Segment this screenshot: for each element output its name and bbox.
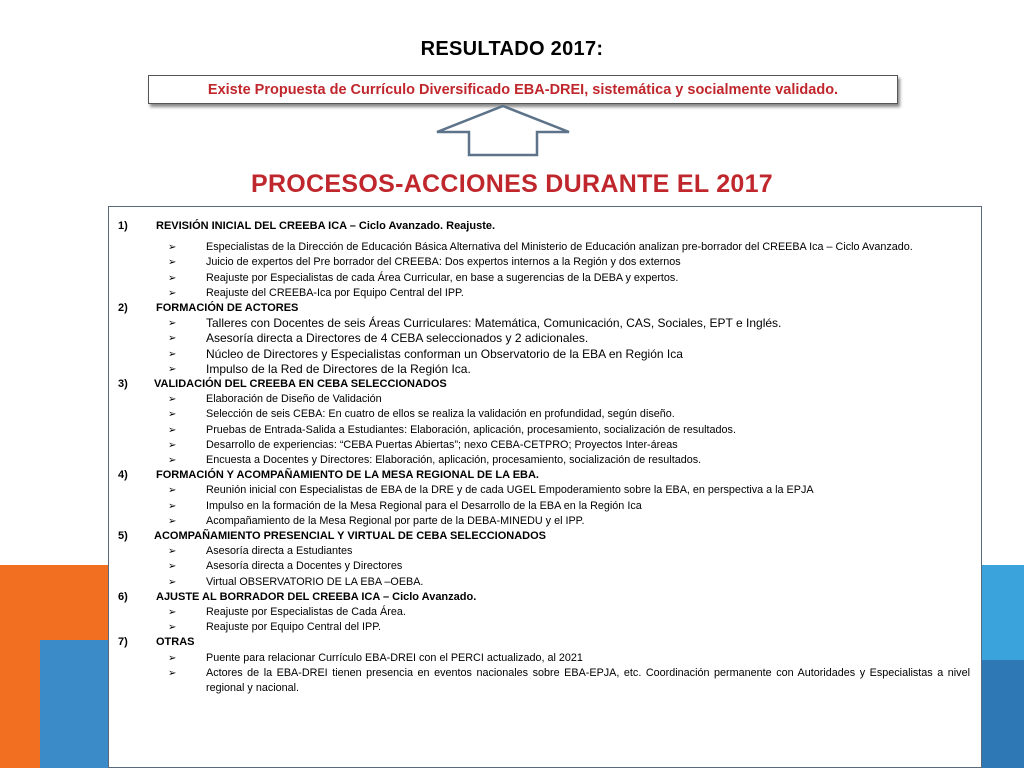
section-title: FORMACIÓN Y ACOMPAÑAMIENTO DE LA MESA REGIONAL DE LA EBA. xyxy=(156,469,539,482)
bullet-arrow-icon: ➢ xyxy=(168,455,177,467)
result-statement-text: Existe Propuesta de Currículo Diversificado EBA-DREI, sistemática y socialmente validado. xyxy=(207,81,839,98)
list-item: ➢ Asesoría directa a Estudiantes xyxy=(168,544,970,559)
section-title: FORMACIÓN DE ACTORES xyxy=(156,302,299,315)
result-title: RESULTADO 2017: xyxy=(420,38,604,60)
list-item: ➢ Virtual OBSERVATORIO DE LA EBA –OEBA. xyxy=(168,575,970,590)
bullet-arrow-icon: ➢ xyxy=(168,622,177,634)
bullet-arrow-icon: ➢ xyxy=(168,318,177,330)
section-heading xyxy=(118,529,970,544)
list-item: ➢ Actores de la EBA-DREI tienen presencia en eventos nacionales sobre EBA-EPJA, etc. Coordinación permanente con Autoridades y Especialistas a nivel regional y nacional. xyxy=(168,666,970,696)
section-heading xyxy=(118,377,970,392)
list-item: ➢ Talleres con Docentes de seis Áreas Curriculares: Matemática, Comunicación, CAS, Sociales, EPT e Inglés. xyxy=(168,316,782,331)
bullet-arrow-icon: ➢ xyxy=(168,394,177,406)
list-item: ➢ Asesoría directa a Docentes y Directores xyxy=(168,559,970,574)
section-number: 2) xyxy=(118,302,128,315)
list-item: ➢ Reajuste del CREEBA-Ica por Equipo Central del IPP. xyxy=(168,286,970,301)
bullet-arrow-icon: ➢ xyxy=(168,576,177,588)
bullet-arrow-icon: ➢ xyxy=(168,515,177,527)
bullet-arrow-icon: ➢ xyxy=(168,439,177,451)
decorative-dark-blue-block-right xyxy=(982,660,1024,768)
bullet-arrow-icon: ➢ xyxy=(168,500,177,512)
bullet-arrow-icon: ➢ xyxy=(168,485,177,497)
section-heading xyxy=(118,219,970,234)
section-title: VALIDACIÓN DEL CREEBA EN CEBA SELECCIONADOS xyxy=(154,378,447,391)
list-item: ➢ Encuesta a Docentes y Directores: Elaboración, aplicación, procesamiento, socialización de resultados. xyxy=(168,453,970,468)
section-number: 7) xyxy=(118,636,128,649)
list-item: ➢ Juicio de expertos del Pre borrador del CREEBA: Dos expertos internos a la Región y dos externos xyxy=(168,255,970,270)
bullet-arrow-icon: ➢ xyxy=(168,409,177,421)
result-statement-box xyxy=(148,75,898,104)
processes-title: PROCESOS-ACCIONES DURANTE EL 2017 xyxy=(250,170,774,198)
bullet-arrow-icon: ➢ xyxy=(168,348,177,360)
list-item: ➢ Reajuste por Equipo Central del IPP. xyxy=(168,620,970,635)
list-item: ➢ Reajuste por Especialistas de cada Área Curricular, en base a sugerencias de la DEBA y expertos. xyxy=(168,271,970,286)
section-title: OTRAS xyxy=(156,636,195,649)
bullet-arrow-icon: ➢ xyxy=(168,242,177,254)
list-item: ➢ Especialistas de la Dirección de Educación Básica Alternativa del Ministerio de Educación analizan pre-borrador del CREEBA Ica – Ciclo Avanzado. xyxy=(168,240,970,255)
list-item: ➢ Acompañamiento de la Mesa Regional por parte de la DEBA-MINEDU y el IPP. xyxy=(168,514,970,529)
section-number: 5) xyxy=(118,530,128,543)
list-item: ➢ Impulso de la Red de Directores de la Región Ica. xyxy=(168,361,471,376)
bullet-arrow-icon: ➢ xyxy=(168,333,177,345)
section-number: 4) xyxy=(118,469,128,482)
list-item: ➢ Pruebas de Entrada-Salida a Estudiantes: Elaboración, aplicación, procesamiento, socialización de resultados. xyxy=(168,423,970,438)
bullet-arrow-icon: ➢ xyxy=(168,363,177,375)
decorative-blue-block-left xyxy=(40,640,108,768)
list-item: ➢ Selección de seis CEBA: En cuatro de ellos se realiza la validación en profundidad, según diseño. xyxy=(168,407,970,422)
list-item: ➢ Asesoría directa a Directores de 4 CEBA seleccionados y 2 adicionales. xyxy=(168,331,589,346)
section-heading xyxy=(118,468,970,483)
up-arrow-icon xyxy=(433,104,573,158)
section-heading xyxy=(118,635,970,650)
list-item: ➢ Núcleo de Directores y Especialistas conforman un Observatorio de la EBA en Región Ica xyxy=(168,346,683,361)
list-item: ➢ Desarrollo de experiencias: “CEBA Puertas Abiertas”; nexo CEBA-CETPRO; Proyectos Inter-áreas xyxy=(168,438,970,453)
list-item: ➢ Reunión inicial con Especialistas de EBA de la DRE y de cada UGEL Empoderamiento sobre la EBA, en perspectiva a la EPJA xyxy=(168,483,970,498)
list-item: ➢ Elaboración de Diseño de Validación xyxy=(168,392,970,407)
bullet-arrow-icon: ➢ xyxy=(168,287,177,299)
section-heading xyxy=(118,590,970,605)
section-heading xyxy=(118,301,970,316)
section-title: REVISIÓN INICIAL DEL CREEBA ICA – Ciclo Avanzado. Reajuste. xyxy=(156,220,496,232)
bullet-arrow-icon: ➢ xyxy=(168,424,177,436)
section-number: 1) xyxy=(118,220,128,232)
section-number: 3) xyxy=(118,378,128,391)
section-title: ACOMPAÑAMIENTO PRESENCIAL Y VIRTUAL DE CEBA SELECCIONADOS xyxy=(154,530,546,543)
list-item: ➢ Puente para relacionar Currículo EBA-DREI con el PERCI actualizado, al 2021 xyxy=(168,651,970,666)
bullet-arrow-icon: ➢ xyxy=(168,272,177,284)
section-title: AJUSTE AL BORRADOR DEL CREEBA ICA – Ciclo Avanzado. xyxy=(156,590,477,603)
bullet-arrow-icon: ➢ xyxy=(168,667,177,679)
bullet-arrow-icon: ➢ xyxy=(168,257,177,269)
section-number: 6) xyxy=(118,590,128,603)
list-item: ➢ Reajuste por Especialistas de Cada Área. xyxy=(168,605,970,620)
processes-list xyxy=(118,219,970,696)
bullet-arrow-icon: ➢ xyxy=(168,607,177,619)
bullet-arrow-icon: ➢ xyxy=(168,561,177,573)
bullet-arrow-icon: ➢ xyxy=(168,652,177,664)
list-item: ➢ Impulso en la formación de la Mesa Regional para el Desarrollo de la EBA en la Región Ica xyxy=(168,499,970,514)
bullet-arrow-icon: ➢ xyxy=(168,546,177,558)
